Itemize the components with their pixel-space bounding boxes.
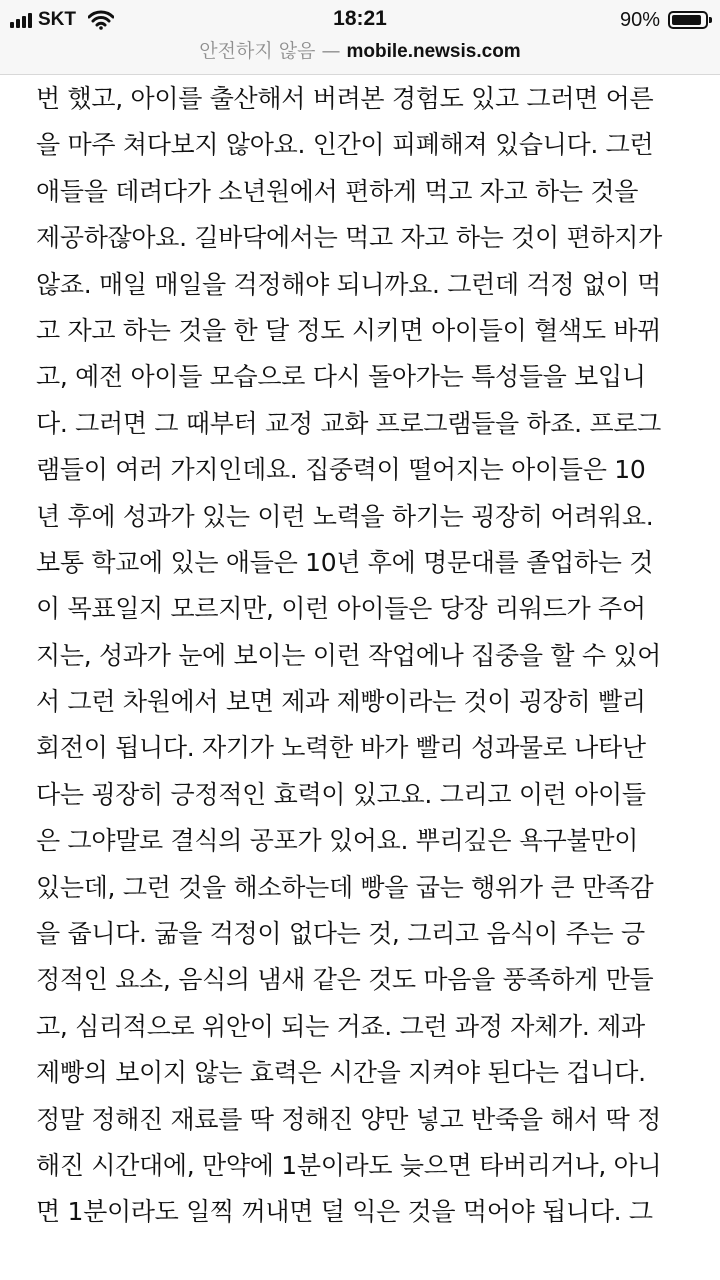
article-line: 지는, 성과가 눈에 보이는 이런 작업에나 집중을 할 수 있어 [36,640,662,670]
article-line: 램들이 여러 가지인데요. 집중력이 떨어지는 아이들은 10 [36,455,646,485]
article-line: 다는 굉장히 긍정적인 효력이 있고요. 그리고 이런 아이들 [36,779,646,809]
article-line: 면 1분이라도 일찍 꺼내면 덜 익은 것을 먹어야 됩니다. 그 [36,1197,653,1227]
article-line: 애들을 데려다가 소년원에서 편하게 먹고 자고 하는 것을 [36,176,639,206]
battery-percent: 90% [619,8,660,31]
article-line: 서 그런 차원에서 보면 제과 제빵이라는 것이 굉장히 빨리 [36,687,646,717]
article-line: 번 했고, 아이를 출산해서 버려본 경험도 있고 그러면 어른 [36,84,654,113]
carrier-name: SKT [38,9,76,30]
url-separator: — [321,40,341,62]
article-line: 회전이 됩니다. 자기가 노력한 바가 빨리 성과물로 나타난 [36,733,646,763]
article-body [36,76,696,1280]
article-line: 해진 시간대에, 만약에 1분이라도 늦으면 타버리거나, 아니 [36,1150,662,1180]
article-line: 년 후에 성과가 있는 이런 노력을 하기는 굉장히 어려워요. [36,501,654,531]
battery-cap [709,17,712,23]
article-line: 이 목표일지 모르지만, 이런 아이들은 당장 리워드가 주어 [36,594,646,624]
article-line: 제공하잖아요. 길바닥에서는 먹고 자고 하는 것이 편하지가 [36,223,662,253]
article-line: 있는데, 그런 것을 해소하는데 빵을 굽는 행위가 큰 만족감 [36,872,654,902]
article-line: 은 그야말로 결식의 공포가 있어요. 뿌리깊은 욕구불만이 [36,826,639,856]
battery-fill [672,15,701,25]
article-line: 정적인 요소, 음식의 냄새 같은 것도 마음을 풍족하게 만들 [36,965,654,995]
article-line: 않죠. 매일 매일을 걱정해야 되니까요. 그런데 걱정 없이 먹 [36,269,662,299]
article-line: 고, 심리적으로 위안이 되는 거죠. 그런 과정 자체가. 제과 [36,1011,645,1041]
article-line: 보통 학교에 있는 애들은 10년 후에 명문대를 졸업하는 것 [36,547,654,577]
url-domain: mobile.newsis.com [346,41,521,62]
status-bar [0,0,720,40]
article-line: 을 마주 쳐다보지 않아요. 인간이 피폐해져 있습니다. 그런 [36,130,654,160]
article-line: 제빵의 보이지 않는 효력은 시간을 지켜야 된다는 겁니다. [36,1058,646,1088]
clock-time: 18:21 [333,7,387,30]
address-bar[interactable] [0,36,720,75]
article-line: 고 자고 하는 것을 한 달 정도 시키면 아이들이 혈색도 바뀌 [36,315,662,345]
article-line: 고, 예전 아이들 모습으로 다시 돌아가는 특성들을 보입니 [36,362,646,392]
security-warning-label: 안전하지 않음 [199,40,316,62]
article-line: 을 줍니다. 굶을 걱정이 없다는 것, 그리고 음식이 주는 긍 [36,919,645,949]
battery-icon [668,11,708,29]
article-line: 다. 그러면 그 때부터 교정 교화 프로그램들을 하죠. 프로그 [36,408,662,438]
article-line: 정말 정해진 재료를 딱 정해진 양만 넣고 반죽을 해서 딱 정 [36,1104,662,1134]
status-right [620,8,708,32]
